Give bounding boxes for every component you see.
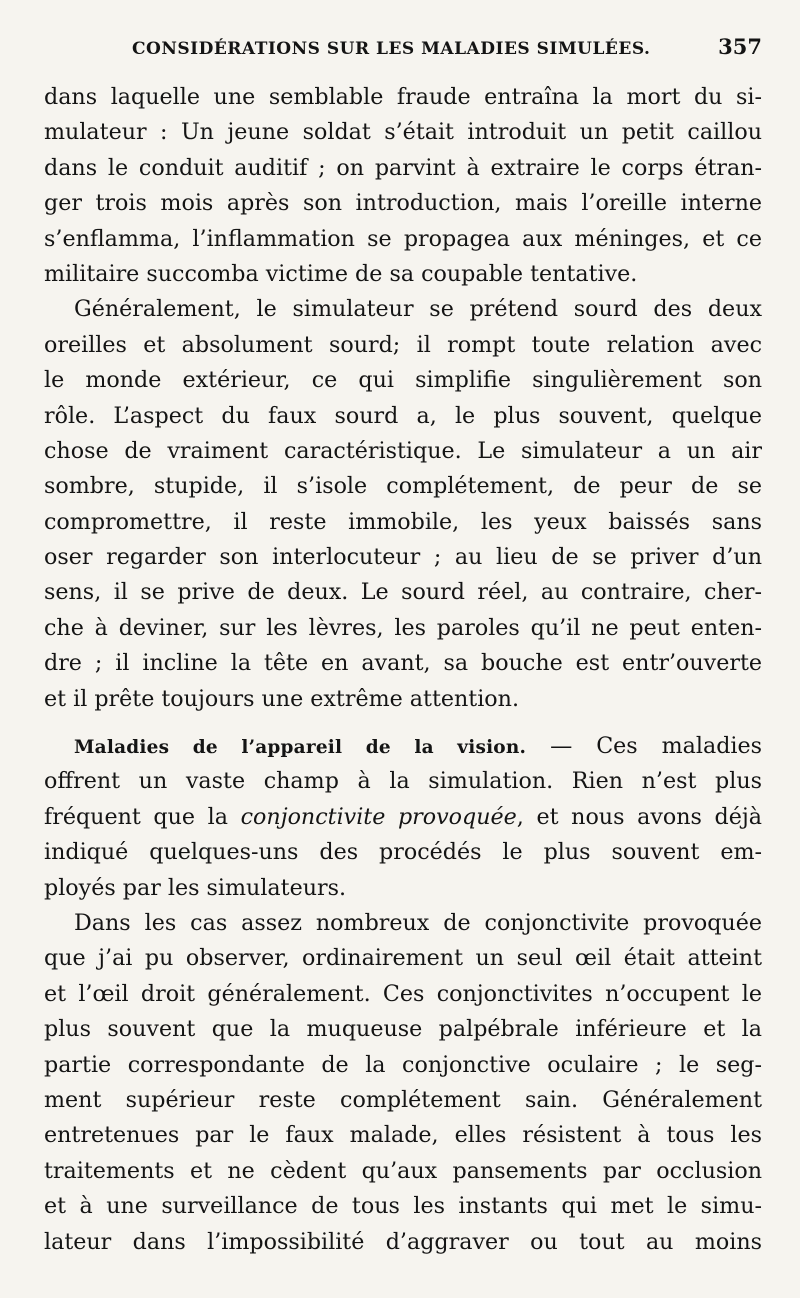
- text-line: compromettre, il reste immobile, les yeux baissés sans: [44, 508, 762, 535]
- text-line: dans le conduit auditif ; on parvint à extraire le corps étran-: [44, 154, 762, 181]
- text-line: et il prête toujours une extrême attention.: [44, 685, 519, 712]
- text-line: et l’œil droit généralement. Ces conjonctivites n’occupent le: [44, 980, 762, 1007]
- body-text: [44, 80, 762, 1260]
- text-line: Dans les cas assez nombreux de conjonctivite provoquée: [74, 909, 762, 936]
- section-heading-line: [44, 729, 762, 764]
- text-line: entretenues par le faux malade, elles résistent à tous les: [44, 1122, 762, 1149]
- text-line: et à une surveillance de tous les instants qui met le simu-: [44, 1193, 762, 1220]
- running-head-title: CONSIDÉRATIONS SUR LES MALADIES SIMULÉES.: [132, 39, 651, 59]
- page-number: 357: [718, 34, 762, 59]
- section-gap: [44, 717, 762, 729]
- text-line: dre ; il incline la tête en avant, sa bouche est entr’ouverte: [44, 650, 762, 677]
- section-heading-rest: — Ces maladies: [526, 733, 762, 760]
- text-line: partie correspondante de la conjonctive oculaire ; le seg-: [44, 1051, 762, 1078]
- text-line: ployés par les simulateurs.: [44, 874, 347, 901]
- text-line: rôle. L’aspect du faux sourd a, le plus souvent, quelque: [44, 402, 762, 429]
- text-line-with-italic: [44, 800, 762, 835]
- text-line: traitements et ne cèdent qu’aux pansements par occlusion: [44, 1157, 762, 1184]
- text-line: oser regarder son interlocuteur ; au lieu de se priver d’un: [44, 544, 762, 571]
- italic-term: conjonctivite provoquée: [240, 803, 517, 830]
- text-fragment: , et nous avons déjà: [516, 803, 762, 830]
- text-line: lateur dans l’impossibilité d’aggraver ou tout au moins: [44, 1228, 762, 1255]
- text-line: plus souvent que la muqueuse palpébrale inférieure et la: [44, 1016, 762, 1043]
- text-line: indiqué quelques-uns des procédés le plus souvent em-: [44, 839, 762, 866]
- section-heading: Maladies de l’appareil de la vision.: [74, 737, 527, 759]
- text-line: ger trois mois après son introduction, mais l’oreille interne: [44, 190, 762, 217]
- paragraph-2: [44, 292, 762, 717]
- text-line: ment supérieur reste complétement sain. Généralement: [44, 1086, 762, 1113]
- text-line: chose de vraiment caractéristique. Le simulateur a un air: [44, 437, 762, 464]
- running-head: [44, 34, 762, 80]
- paragraph-1: [44, 80, 762, 292]
- text-line: sens, il se prive de deux. Le sourd réel, au contraire, cher-: [44, 579, 762, 606]
- text-line: dans laquelle une semblable fraude entraîna la mort du si-: [44, 84, 762, 110]
- paragraph-4: [44, 906, 762, 1260]
- text-line: le monde extérieur, ce qui simplifie singulièrement son: [44, 367, 762, 394]
- text-line: s’enflamma, l’inflammation se propagea aux méninges, et ce: [44, 225, 762, 252]
- text-line: mulateur : Un jeune soldat s’était introduit un petit caillou: [44, 119, 762, 146]
- section-vision: [44, 729, 762, 906]
- text-fragment: fréquent que la: [44, 803, 241, 830]
- text-line: Généralement, le simulateur se prétend sourd des deux: [74, 296, 762, 323]
- text-line: che à deviner, sur les lèvres, les paroles qu’il ne peut enten-: [44, 614, 762, 641]
- text-line: que j’ai pu observer, ordinairement un seul œil était atteint: [44, 945, 762, 972]
- text-line: militaire succomba victime de sa coupable tentative.: [44, 260, 638, 287]
- text-line: sombre, stupide, il s’isole complétement, de peur de se: [44, 473, 762, 500]
- text-line: oreilles et absolument sourd; il rompt toute relation avec: [44, 331, 762, 358]
- text-line: offrent un vaste champ à la simulation. Rien n’est plus: [44, 768, 762, 795]
